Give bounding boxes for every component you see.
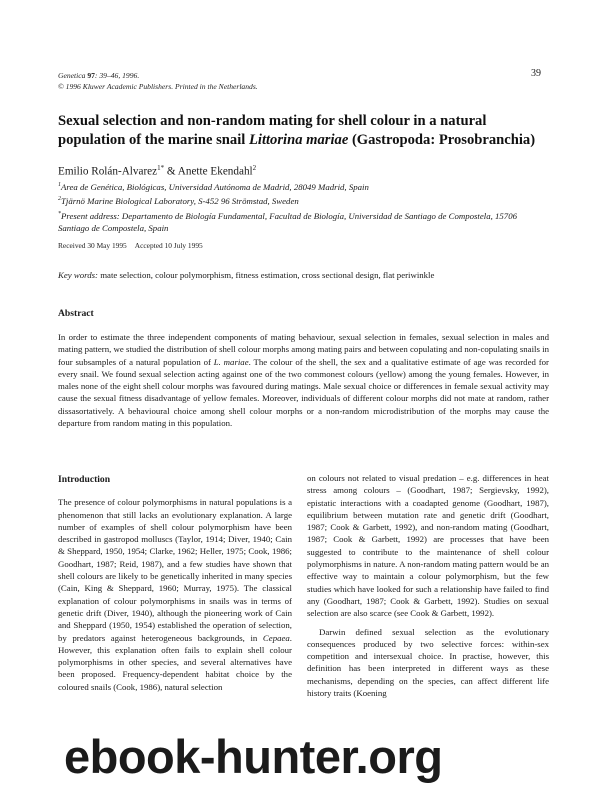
author-2-mark: 2 — [252, 164, 257, 172]
journal-pages: : 39–46, 1996. — [94, 71, 140, 80]
title-part-1: Sexual selection and non-random mating for shell colour in a natural population of the marine snail — [58, 113, 487, 148]
watermark-text: ebook-hunter.org — [64, 730, 443, 783]
keywords — [58, 270, 434, 280]
abstract-text-2: . The colour of the shell, the sex and a qualitative estimate of age was recorded for every snail. We found sexual selection acting against one of the two commonest colours (yellow) among the young females. However, in males none of the eight shell colour morphs was favoured during matings. Male sexual choice or differences in female sexual activity may cause the sexual fitness disadvantage of yellow females. Moreover, individuals of different colour morphs did not mate at random, rather dissasortatively. A behavioural choice among shell colour morphs or a non-random microdistribution of the morphs may cause the departure from random mating in this population. — [58, 356, 549, 429]
affiliation-1-mark: 1 — [58, 182, 61, 188]
affiliation-2 — [58, 193, 548, 207]
received-date: Received 30 May 1995 — [58, 241, 127, 250]
intro-left-species: Cepaea — [262, 632, 290, 643]
present-address — [58, 208, 548, 235]
author-2: Anette Ekendahl — [177, 165, 253, 178]
abstract-heading: Abstract — [58, 308, 94, 319]
affiliation-2-mark: 2 — [58, 196, 61, 203]
abstract-text-1: In order to estimate the three independent components of mating behaviour, sexual selection in females, sexual selection in males and mating pattern, we studied the distribution of shell colour morphs among mating pairs and between copulating and non-copulating snails in four subsamples of a natural population of — [58, 332, 549, 367]
keywords-text: mate selection, colour polymorphism, fitness estimation, cross sectional design, flat periwinkle — [98, 270, 435, 280]
right-column — [307, 472, 549, 699]
journal-volume: 97 — [87, 71, 95, 80]
journal-publisher: © 1996 Kluwer Academic Publishers. Printed in the Netherlands. — [58, 82, 258, 91]
abstract-species: L. mariae — [213, 356, 249, 367]
affiliation-1-text: Area de Genética, Biológicas, Universidad Autónoma de Madrid, 28049 Madrid, Spain — [61, 181, 369, 192]
journal-issue-line — [58, 70, 258, 81]
author-list — [58, 164, 256, 178]
present-address-text: Present address: Departamento de Biología Fundamental, Facultad de Biología, Universidad de Santiago de Compostela, 15706 Santiago de Compostela, Spain — [58, 210, 517, 234]
page-number: 39 — [531, 68, 541, 79]
present-address-mark: * — [58, 210, 61, 217]
title-species: Littorina mariae — [248, 132, 349, 148]
author-1-mark: 1* — [157, 164, 165, 172]
journal-citation — [58, 70, 258, 92]
left-column — [58, 474, 292, 693]
affiliations — [58, 179, 548, 235]
watermark-logo — [64, 730, 443, 783]
affiliation-1 — [58, 179, 548, 193]
accepted-date: Accepted 10 July 1995 — [134, 241, 203, 250]
affiliation-2-text: Tjärnö Marine Biological Laboratory, S-452 96 Strömstad, Sweden — [61, 196, 299, 207]
submission-dates — [58, 241, 203, 250]
intro-paragraph-1 — [58, 496, 292, 693]
paper-title — [58, 112, 548, 150]
title-part-2: (Gastropoda: Prosobranchia) — [348, 132, 536, 148]
author-1: Emilio Rolán-Alvarez — [58, 165, 158, 178]
intro-left-text-2: . However, this explanation often fails to explain shell colour polymorphisms in other species, and several alternatives have been proposed. Frequency-dependent habitat choice by the coloured snails (Cook, 1986), natural selection — [58, 632, 292, 692]
abstract-body — [58, 331, 549, 429]
introduction-heading: Introduction — [58, 474, 111, 485]
journal-name: Genetica — [58, 71, 86, 80]
author-separator: & — [164, 165, 178, 178]
intro-paragraph-1-continued: on colours not related to visual predation – e.g. differences in heat stress among colours – (Goodhart, 1987; Sergievsky, 1992), epistatic interactions with a coadapted genome (Goodhart, 1987), equilibrium between mutation rate and genetic drift (Goodhart, 1987; Cook & Garbett, 1992), and non-random mating (Goodhart, 1987; Cook & Garbett, 1992) are processes that have been suggested to contribute to the maintenance of shell colour polymorphisms in nature. A non-random mating pattern would be an effective way to maintain a colour polymorphism, but the few studies which have looked for such a relationship have failed to find any (Goodhart, 1987; Cook & Garbett, 1992). Studies on sexual selection are also scarce (see Cook & Garbett, 1992). — [307, 473, 549, 619]
intro-paragraph-2: Darwin defined sexual selection as the evolutionary consequences produced by two selective forces: within-sex competition and intersexual choice. In practise, however, this definition has been interpreted in different ways as these mechanisms, depending on the species, can affect different life history traits (Koening — [307, 626, 549, 699]
intro-left-text-1: The presence of colour polymorphisms in natural populations is a phenomenon that still lacks an evolutionary explanation. A large number of examples of shell colour polymorphism have been described in gastropod molluscs (Taylor, 1914; Diver, 1940; Cain & Sheppard, 1950, 1954; Clarke, 1962; Heller, 1975; Cook, 1986; Goodhart, 1987; Reid, 1987), and a few studies have shown that shell colours are likely to be genetically inherited in many species (Cain, King & Sheppard, 1960; Murray, 1975). The classical explanation of colour polymorphisms in snails was in terms of genetic drift (Diver, 1940), although the pioneering work of Cain and Sheppard (1950, 1954) established the operation of selection, by predators against heterogeneous backgrounds, in — [58, 497, 292, 643]
keywords-label: Key words: — [58, 270, 98, 280]
